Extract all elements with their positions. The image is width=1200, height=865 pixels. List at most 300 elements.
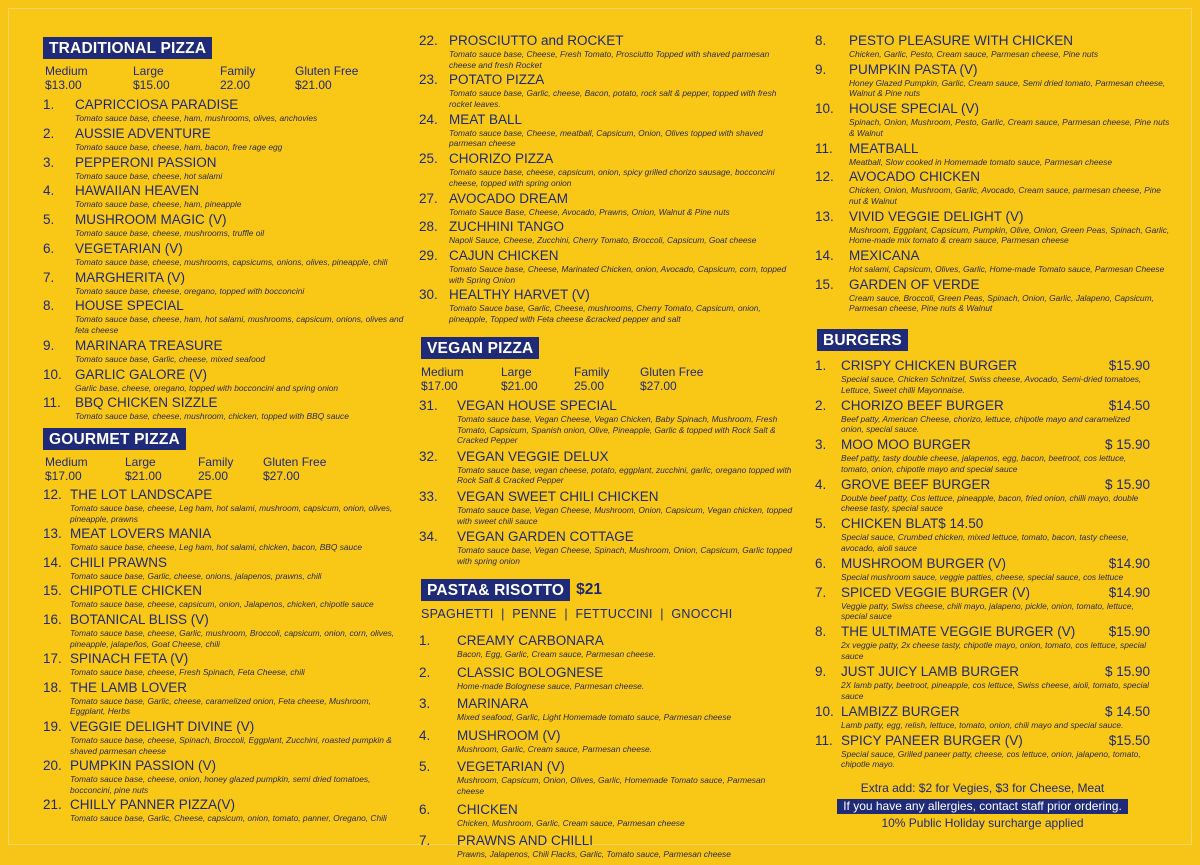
menu-item: [43, 680, 408, 717]
item-body: [849, 101, 1170, 138]
item-number: 7.: [419, 833, 431, 849]
item-body: [841, 398, 1150, 435]
item-description: Home-made Bolognese sauce, Parmesan cheese.: [457, 680, 645, 691]
item-body: [70, 487, 408, 524]
item-price: $15.90: [1108, 358, 1150, 373]
item-title-row: [457, 728, 794, 744]
item-number: 33.: [419, 488, 438, 504]
item-number: 22.: [419, 33, 438, 48]
item-name: CHILI PRAWNS: [70, 554, 168, 570]
traditional-price-row: [45, 64, 375, 92]
item-body: [449, 287, 794, 324]
menu-item: [43, 367, 408, 394]
item-description: Tomato Sauce base, Garlic, Cheese, mushrooms, Cherry Tomato, Capsicum, onion, pineapple, Topped with Feta cheese &cracked pepper and salt: [449, 303, 761, 325]
item-title-row: [75, 97, 408, 113]
item-number: 3.: [815, 437, 827, 453]
item-name: MEAT LOVERS MANIA: [70, 526, 212, 542]
item-name: AVOCADO DREAM: [449, 190, 569, 206]
menu-item: [43, 526, 408, 553]
item-number: 15.: [43, 583, 62, 599]
menu-item: [419, 398, 794, 446]
menu-item: [43, 487, 408, 524]
item-title-row: [75, 338, 408, 354]
item-description: Tomato sauce base, cheese, mushroom, chicken, topped with BBQ sauce: [75, 411, 349, 422]
item-title-row: [841, 664, 1150, 680]
menu-item: [815, 733, 1150, 770]
item-body: [75, 241, 408, 268]
item-description: 2x veggie patty, 2x cheese tasty, chipotle mayo, onion, tomato, cos lettuce, special sauce: [841, 640, 1147, 662]
menu-item: [815, 101, 1170, 138]
item-number: 9.: [815, 61, 827, 77]
item-number: 8.: [815, 33, 827, 48]
item-name: GARDEN OF VERDE: [849, 276, 980, 292]
menu-item: [419, 449, 794, 486]
item-price: $15.90: [1108, 624, 1150, 640]
item-description: Tomato sauce base, cheese, mushrooms, truffle oil: [75, 228, 265, 239]
item-number: 23.: [419, 72, 438, 88]
item-name: CREAMY CARBONARA: [457, 633, 604, 648]
item-body: [70, 758, 408, 795]
item-body: [457, 529, 794, 566]
menu-item: [43, 338, 408, 365]
item-body: [75, 270, 408, 297]
menu-item: [419, 191, 794, 218]
item-name: HAWAIIAN HEAVEN: [75, 183, 200, 199]
menu-item: [815, 209, 1170, 246]
item-description: Tomato sauce base, cheese, capsicum, onion, Jalapenos, chicken, chipotle sauce: [70, 599, 374, 610]
item-title-row: [457, 802, 794, 818]
menu-item: [419, 759, 794, 796]
item-name: THE LOT LANDSCAPE: [70, 487, 213, 502]
item-name: PESTO PLEASURE WITH CHICKEN: [849, 33, 1074, 48]
item-body: [849, 248, 1170, 275]
gourmet-pizza-list-continued: [419, 33, 794, 327]
item-name: LAMBIZZ BURGER: [841, 703, 960, 719]
item-title-row: [849, 209, 1170, 225]
vegan-price-row: [421, 365, 751, 393]
item-price: $14.90: [1108, 584, 1150, 600]
item-description: Special sauce, Chicken Schnitzel, Swiss cheese, Avocado, Semi-dried tomatoes, Lettuce, Sweet chilli Mayonnaise.: [841, 374, 1142, 395]
item-name: CAPRICCIOSA PARADISE: [75, 97, 239, 112]
item-description: Tomato sauce base, cheese, hot salami: [75, 170, 223, 181]
menu-item: [43, 183, 408, 210]
item-number: 11.: [815, 140, 833, 156]
item-body: [449, 191, 794, 218]
menu-item: [815, 704, 1150, 731]
item-body: [841, 516, 1150, 553]
menu-item: [815, 62, 1170, 99]
item-body: [841, 624, 1150, 661]
menu-item: [419, 112, 794, 149]
footer: [815, 781, 1150, 831]
item-description: Mushroom, Capsicum, Onion, Olives, Garlic, Homemade Tomato sauce, Parmesan cheese: [457, 775, 766, 796]
menu-item: [419, 72, 794, 109]
item-name: THE LAMB LOVER: [70, 679, 188, 695]
item-title-row: [449, 191, 794, 207]
price-medium: Medium $17.00: [45, 455, 88, 483]
item-name: CHILLY PANNER PIZZA(V): [70, 797, 236, 813]
burgers-list: [815, 358, 1150, 772]
item-description: Lamb patty, egg, relish, lettuce, tomato, onion, chili mayo and special sauce.: [841, 719, 1124, 730]
pasta-types: SPAGHETTI | PENNE | FETTUCCINI | GNOCCHI: [421, 607, 733, 621]
item-body: [70, 555, 408, 582]
item-number: 20.: [43, 758, 62, 774]
item-description: Tomato sauce base, Garlic, Cheese, capsicum, onion, tomato, panner, Oregano, Chili: [70, 813, 387, 824]
item-name: MUSHROOM MAGIC (V): [75, 212, 227, 228]
traditional-pizza-header: TRADITIONAL PIZZA: [43, 37, 212, 59]
menu-item: [43, 241, 408, 268]
menu-item: [815, 664, 1150, 701]
price-large: Large $21.00: [125, 455, 162, 483]
item-description: Cream sauce, Broccoli, Green Peas, Spinach, Onion, Garlic, Jalapeno, Capsicum, Parmesan cheese, Pine nuts & Walnut: [849, 292, 1154, 314]
menu-page: [8, 8, 1192, 860]
item-title-row: [841, 398, 1150, 414]
item-title-row: [849, 101, 1170, 117]
menu-item: [815, 358, 1150, 395]
item-number: 1.: [43, 97, 55, 112]
item-description: Tomato sauce base, cheese, mushrooms, capsicums, onions, olives, pineapple, chili: [75, 256, 388, 267]
item-name: ZUCHHINI TANGO: [449, 219, 565, 235]
item-title-row: [70, 651, 408, 667]
item-description: Tomato sauce base, cheese, onion, honey glazed pumpkin, semi dried tomatoes, bocconcini, pine nuts: [70, 774, 371, 795]
item-name: JUST JUICY LAMB BURGER: [841, 664, 1020, 680]
item-number: 11.: [815, 732, 833, 748]
menu-item: [419, 248, 794, 285]
item-name: THE ULTIMATE VEGGIE BURGER (V): [841, 624, 1076, 640]
item-name: AUSSIE ADVENTURE: [75, 125, 211, 141]
item-body: [849, 209, 1170, 246]
menu-item: [43, 212, 408, 239]
surcharge-note: 10% Public Holiday surcharge applied: [881, 816, 1084, 830]
item-body: [849, 62, 1170, 99]
item-number: 12.: [43, 487, 62, 502]
item-name: HOUSE SPECIAL: [75, 298, 184, 314]
menu-item: [419, 151, 794, 188]
item-number: 13.: [815, 208, 834, 224]
item-name: PUMPKIN PASSION (V): [70, 758, 217, 774]
item-body: [449, 248, 794, 285]
menu-item: [43, 97, 408, 124]
item-title-row: [457, 833, 794, 849]
item-description: Meatball, Slow cooked in Homemade tomato sauce, Parmesan cheese: [849, 156, 1113, 167]
item-number: 2.: [419, 664, 431, 680]
item-title-row: [849, 62, 1170, 78]
item-number: 5.: [43, 212, 55, 228]
menu-item: [815, 141, 1170, 168]
item-description: Tomato sauce base, cheese, ham, hot salami, mushrooms, capsicum, onions, olives and feta cheese: [75, 314, 404, 336]
item-description: Chicken, Garlic, Pesto, Cream sauce, Parmesan cheese, Pine nuts: [849, 49, 1099, 59]
item-number: 9.: [43, 337, 55, 353]
item-body: [457, 833, 794, 860]
menu-item: [419, 489, 794, 526]
menu-item: [419, 833, 794, 860]
item-description: Tomato sauce base, Garlic, cheese, mixed seafood: [75, 353, 266, 364]
item-name: VEGAN HOUSE SPECIAL: [457, 398, 617, 413]
menu-item: [419, 529, 794, 566]
item-number: 14.: [43, 554, 62, 570]
menu-item: [419, 665, 794, 692]
pasta-list-continued: [815, 33, 1170, 316]
item-name: PEPPERONI PASSION: [75, 154, 217, 170]
item-number: 4.: [419, 727, 431, 743]
menu-item: [43, 555, 408, 582]
menu-item: [43, 758, 408, 795]
item-title-row: [75, 241, 408, 257]
item-title-row: [841, 437, 1150, 453]
item-price: $14.50: [1108, 397, 1150, 413]
item-description: Special mushroom sauce, veggie patties, cheese, special sauce, cos lettuce: [841, 571, 1124, 582]
item-name: MARGHERITA (V): [75, 269, 186, 285]
item-name: SPICED VEGGIE BURGER (V): [841, 584, 1031, 600]
item-title-row: [70, 758, 408, 774]
item-title-row: [449, 112, 794, 128]
price-gluten-free: Gluten Free $27.00: [263, 455, 327, 483]
item-number: 4.: [43, 183, 55, 199]
item-body: [849, 277, 1170, 314]
item-body: [449, 33, 794, 70]
item-title-row: [75, 126, 408, 142]
item-description: Prawns, Jalapenos, Chili Flacks, Garlic, Tomato sauce, Parmesan cheese: [457, 849, 731, 860]
extra-add-note: Extra add: $2 for Vegies, $3 for Cheese, Meat: [860, 781, 1105, 795]
item-body: [457, 449, 794, 486]
item-number: 9.: [815, 664, 827, 680]
item-description: Garlic base, cheese, oregano, topped with bocconcini and spring onion: [75, 382, 339, 393]
item-title-row: [457, 398, 794, 414]
item-number: 34.: [419, 529, 438, 545]
item-title-row: [841, 358, 1150, 374]
item-name: GARLIC GALORE (V): [75, 366, 208, 382]
item-body: [75, 298, 408, 335]
item-name: BOTANICAL BLISS (V): [70, 611, 209, 627]
item-description: Tomato sauce base, cheese, Spinach, Broccoli, Eggplant, Zucchini, roasted pumpkin & shaved parmesan cheese: [70, 734, 392, 756]
item-price: $ 15.90: [1104, 437, 1150, 453]
item-name: VEGGIE DELIGHT DIVINE (V): [70, 718, 255, 734]
item-name: VEGETARIAN (V): [457, 759, 565, 775]
item-name: POTATO PIZZA: [449, 72, 545, 88]
menu-item: [815, 248, 1170, 275]
item-body: [841, 733, 1150, 770]
item-title-row: [841, 516, 1150, 532]
menu-item: [43, 270, 408, 297]
item-body: [457, 633, 794, 660]
item-description: Double beef patty, Cos lettuce, pineapple, bacon, fried onion, chilli mayo, double cheese tasty, special sauce: [841, 492, 1139, 514]
item-body: [449, 72, 794, 109]
item-title-row: [841, 704, 1150, 720]
item-name: PRAWNS AND CHILLI: [457, 833, 594, 849]
item-body: [70, 612, 408, 649]
item-number: 28.: [419, 219, 438, 235]
vegan-pizza-header: VEGAN PIZZA: [421, 337, 539, 359]
item-description: Tomato sauce base, cheese, oregano, topped with bocconcini: [75, 285, 305, 296]
item-name: CHICKEN BLAT$ 14.50: [841, 516, 984, 532]
item-body: [457, 665, 794, 692]
item-title-row: [449, 151, 794, 167]
item-title-row: [457, 759, 794, 775]
price-large: Large $21.00: [501, 365, 538, 393]
item-number: 13.: [43, 526, 62, 542]
menu-item: [43, 298, 408, 335]
pasta-risotto-header: PASTA& RISOTTO: [421, 579, 570, 601]
item-title-row: [75, 367, 408, 383]
item-number: 29.: [419, 248, 438, 264]
item-description: Tomato sauce base, cheese, Fresh Spinach, Feta Cheese, chili: [70, 667, 305, 678]
item-title-row: [841, 556, 1150, 572]
item-description: Tomato sauce base, cheese, Garlic, mushroom, Broccoli, capsicum, onion, corn, olives, pineapple, jalapeños, Goat Cheese, chili: [70, 627, 395, 649]
item-name: CHICKEN: [457, 801, 518, 817]
item-name: HOUSE SPECIAL (V): [849, 101, 980, 117]
item-description: Tomato Sauce base, Cheese, Marinated Chicken, onion, Avocado, Capsicum, corn, topped with Spring Onion: [449, 264, 787, 285]
item-name: VEGAN GARDEN COTTAGE: [457, 529, 634, 545]
item-body: [75, 126, 408, 153]
item-title-row: [849, 169, 1170, 185]
item-body: [841, 358, 1150, 395]
pasta-price: $21: [576, 581, 603, 598]
menu-item: [815, 556, 1150, 583]
item-number: 2.: [815, 397, 827, 413]
item-title-row: [457, 449, 794, 465]
item-body: [849, 141, 1170, 168]
item-body: [75, 367, 408, 394]
item-name: MUSHROOM BURGER (V): [841, 555, 1006, 571]
item-body: [75, 155, 408, 182]
item-title-row: [449, 287, 794, 303]
menu-item: [815, 398, 1150, 435]
item-title-row: [849, 141, 1170, 157]
item-title-row: [841, 733, 1150, 749]
item-name: VEGAN VEGGIE DELUX: [457, 448, 609, 464]
item-name: CAJUN CHICKEN: [449, 248, 559, 264]
item-description: Honey Glazed Pumpkin, Garlic, Cream sauce, Semi dried tomato, Parmesan cheese, Walnut & Pine nuts: [849, 77, 1166, 99]
item-name: BBQ CHICKEN SIZZLE: [75, 395, 218, 411]
item-name: MEXICANA: [849, 248, 920, 264]
item-title-row: [75, 183, 408, 199]
item-number: 10.: [815, 703, 834, 719]
item-title-row: [841, 585, 1150, 601]
price-large: Large $15.00: [133, 64, 170, 92]
item-body: [449, 151, 794, 188]
item-description: Mushroom, Eggplant, Capsicum, Pumpkin, Olive, Onion, Green Peas, Spinach, Garlic, Home-made mix tomato & cream sauce, Parmesan cheese: [849, 224, 1170, 246]
menu-item: [43, 155, 408, 182]
item-number: 11.: [43, 395, 61, 411]
item-name: MARINARA: [457, 696, 529, 712]
item-description: Hot salami, Capsicum, Olives, Garlic, Home-made Tomato sauce, Parmesan Cheese: [849, 264, 1165, 275]
item-title-row: [70, 680, 408, 696]
menu-item: [815, 477, 1150, 514]
item-title-row: [457, 696, 794, 712]
gourmet-pizza-header: GOURMET PIZZA: [43, 428, 186, 450]
item-body: [70, 680, 408, 717]
item-name: VEGAN SWEET CHILI CHICKEN: [457, 488, 659, 504]
item-description: Special sauce, Grilled paneer patty, cheese, cos lettuce, onion, jalapeno, tomato, chipotle mayo.: [841, 748, 1141, 770]
item-number: 7.: [43, 269, 55, 285]
item-number: 12.: [815, 169, 834, 185]
item-number: 17.: [43, 651, 62, 667]
item-title-row: [449, 33, 794, 49]
price-gluten-free: Gluten Free $27.00: [640, 365, 704, 393]
item-title-row: [841, 477, 1150, 493]
item-title-row: [849, 277, 1170, 293]
menu-item: [815, 33, 1170, 60]
item-title-row: [75, 212, 408, 228]
item-description: Mixed seafood, Garlic, Light Homemade tomato sauce, Parmesan cheese: [457, 712, 732, 723]
item-body: [449, 112, 794, 149]
item-body: [457, 728, 794, 755]
item-number: 30.: [419, 287, 438, 303]
item-description: Napoli Sauce, Cheese, Zucchini, Cherry Tomato, Broccoli, Capsicum, Goat cheese: [449, 235, 757, 246]
item-title-row: [70, 612, 408, 628]
menu-item: [419, 287, 794, 324]
item-number: 31.: [419, 398, 438, 413]
item-name: CHIPOTLE CHICKEN: [70, 583, 203, 599]
item-description: Tomato sauce base, Vegan Cheese, Mushroom, Onion, Capsicum, Vegan chicken, topped with sweet chili sauce: [457, 504, 793, 526]
item-description: Beef patty, American Cheese, chorizo, lettuce, chipotle mayo and caramelized onion, special sauce.: [841, 413, 1131, 435]
item-number: 2.: [43, 125, 55, 141]
item-price: $14.90: [1108, 555, 1150, 571]
item-description: Veggie patty, Swiss cheese, chili mayo, jalapeno, pickle, onion, tomato, lettuce, special sauce: [841, 600, 1134, 622]
item-body: [70, 797, 408, 824]
item-body: [849, 169, 1170, 206]
item-description: Spinach, Onion, Mushroom, Pesto, Garlic, Cream sauce, Parmesan cheese, Pine nuts & Walnut: [849, 117, 1170, 138]
item-name: GROVE BEEF BURGER: [841, 476, 991, 492]
item-name: MEAT BALL: [449, 111, 523, 127]
pasta-list: [419, 633, 794, 865]
item-body: [457, 802, 794, 829]
item-description: Tomato Sauce Base, Cheese, Avocado, Prawns, Onion, Walnut & Pine nuts: [449, 206, 730, 217]
item-description: Tomato sauce base, cheese, ham, bacon, free rage egg: [75, 141, 283, 152]
price-family: Family 25.00: [198, 455, 234, 483]
item-title-row: [70, 719, 408, 735]
item-title-row: [70, 583, 408, 599]
menu-item: [815, 437, 1150, 474]
item-body: [70, 651, 408, 678]
item-description: Tomato sauce base, Cheese, meatball, Capsicum, Onion, Olives topped with shaved parmesan cheese: [449, 127, 763, 149]
item-number: 1.: [815, 358, 827, 373]
item-name: VEGETARIAN (V): [75, 240, 183, 256]
item-body: [70, 583, 408, 610]
menu-item: [419, 219, 794, 246]
item-number: 3.: [43, 154, 55, 170]
item-description: Tomato sauce base, cheese, Leg ham, hot salami, mushroom, capsicum, onion, olives, pineapple, prawns: [70, 503, 393, 524]
item-title-row: [75, 395, 408, 411]
item-title-row: [70, 526, 408, 542]
item-number: 1.: [419, 633, 431, 648]
item-body: [70, 719, 408, 756]
item-body: [841, 477, 1150, 514]
item-body: [457, 759, 794, 796]
item-title-row: [449, 219, 794, 235]
item-body: [841, 585, 1150, 622]
item-number: 4.: [815, 476, 827, 492]
vegan-pizza-list: [419, 398, 794, 569]
item-number: 15.: [815, 276, 834, 292]
item-number: 14.: [815, 248, 834, 264]
item-number: 5.: [815, 516, 827, 532]
item-title-row: [457, 633, 794, 649]
item-title-row: [75, 270, 408, 286]
menu-item: [815, 277, 1170, 314]
item-name: SPICY PANEER BURGER (V): [841, 732, 1023, 748]
menu-item: [419, 728, 794, 755]
item-number: 7.: [815, 584, 827, 600]
item-body: [841, 664, 1150, 701]
price-family: Family 25.00: [574, 365, 610, 393]
menu-item: [43, 612, 408, 649]
item-number: 10.: [43, 366, 62, 382]
item-number: 8.: [43, 298, 55, 314]
item-title-row: [70, 797, 408, 813]
item-name: MEATBALL: [849, 140, 919, 156]
item-price: $15.50: [1108, 732, 1150, 748]
